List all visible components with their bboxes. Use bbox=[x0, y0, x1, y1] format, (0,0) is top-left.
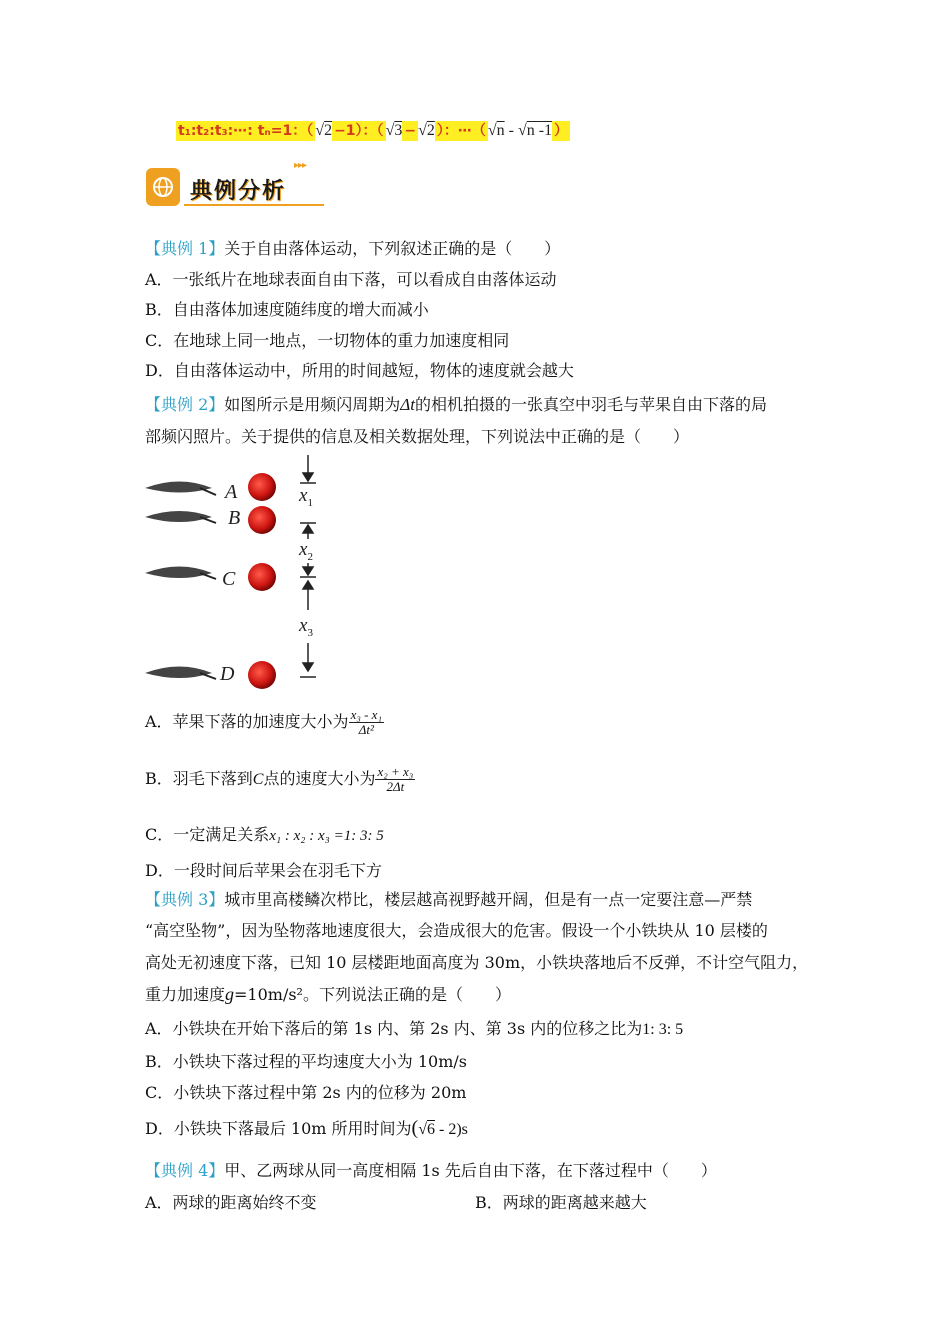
ex3-option-a: A．小铁块在开始下落后的第 1s 内、第 2s 内、第 3s 内的位移之比为1: 3: 5 bbox=[145, 1019, 684, 1038]
ex2-tag: 【典例 2】 bbox=[145, 395, 225, 414]
ex3-line2: “高空坠物”，因为坠物落地速度很大，会造成很大的危害。假设一个小铁块从 10 层楼的 bbox=[145, 921, 768, 940]
ratio-part: −1）：（ bbox=[334, 123, 384, 139]
label-c: C bbox=[222, 568, 236, 590]
time-ratio-formula bbox=[176, 120, 570, 140]
banner-title: 典例分析 bbox=[190, 179, 287, 204]
ex4-option-b: B．两球的距离越来越大 bbox=[475, 1193, 647, 1212]
ex3-line1: 【典例 3】城市里高楼鳞次栉比，楼层越高视野越开阔，但是有一点一定要注意—严禁 bbox=[145, 890, 753, 909]
globe-icon bbox=[146, 168, 180, 206]
ratio-prefix: t₁:t₂:t₃:⋯: tₙ=1：（ bbox=[178, 123, 314, 139]
sqrt-n-1: √n -1 bbox=[517, 122, 553, 139]
ex1-option-a: A．一张纸片在地球表面自由下落，可以看成自由落体运动 bbox=[145, 270, 557, 289]
label-d: D bbox=[220, 663, 235, 685]
ex3-line3: 高处无初速度下落，已知 10 层楼距地面高度为 30m，小铁块落地后不反弹，不计空气阻力， bbox=[145, 953, 809, 972]
banner-underline bbox=[184, 204, 324, 206]
ex2-q1a: 如图所示是用频闪周期为 bbox=[224, 395, 401, 414]
ex1-question-text: 关于自由落体运动，下列叙述正确的是（ ） bbox=[224, 239, 561, 258]
ex4-option-a: A．两球的距离始终不变 bbox=[145, 1193, 317, 1212]
ex3-option-b: B．小铁块下落过程的平均速度大小为 10m/s bbox=[145, 1052, 467, 1071]
ratio-minus: − bbox=[404, 123, 417, 139]
ex4-tag: 【典例 4】 bbox=[145, 1161, 225, 1180]
label-x1: $x_1$ bbox=[299, 485, 313, 509]
ex2-option-d: D．一段时间后苹果会在羽毛下方 bbox=[145, 861, 382, 880]
ex2-question-line1 bbox=[145, 392, 767, 415]
ex2-option-a: A．苹果下落的加速度大小为 $\frac{\text{x₃ - x₁}}{\text{Δt²}}$ bbox=[145, 707, 382, 737]
apple-icon bbox=[248, 473, 276, 689]
ex2-b-fraction: $\frac{\text{x₂ + x₃}}{2\Delta t}$ bbox=[377, 764, 414, 794]
sqrt-2b: √2 bbox=[418, 122, 435, 139]
ex3-option-c: C．小铁块下落过程中第 2s 内的位移为 20m bbox=[145, 1083, 467, 1102]
label-x3: $x_3$ bbox=[299, 615, 313, 639]
label-b: B bbox=[228, 507, 241, 529]
ex2-question-line2: 部频闪照片。关于提供的信息及相关数据处理，下列说法中正确的是（ ） bbox=[145, 427, 690, 446]
ex2-option-b: B．羽毛下落到C点的速度大小为 $\frac{\text{x₂ + x₃}}{2\Delta t}$ bbox=[145, 764, 414, 794]
ex3-tag: 【典例 3】 bbox=[145, 890, 225, 909]
ex2-option-c: C．一定满足关系x₁ : x₂ : x₃ =1: 3: 5 bbox=[145, 825, 384, 844]
ex2-q1b: 的相机拍摄的一张真空中羽毛与苹果自由下落的局 bbox=[415, 395, 768, 414]
sqrt-2: √2 bbox=[315, 122, 333, 139]
ratio-close: ） bbox=[554, 123, 569, 139]
feather-icon bbox=[145, 482, 216, 680]
sqrt-3: √3 bbox=[385, 122, 403, 139]
strobe-figure bbox=[140, 455, 340, 695]
ex4-question: 【典例 4】甲、乙两球从同一高度相隔 1s 先后自由下落，在下落过程中（ ） bbox=[145, 1161, 717, 1180]
ratio-part2: ）：⋯（ bbox=[436, 123, 486, 139]
arrows-icon: ▸▸▸ bbox=[294, 160, 307, 171]
ratio-minus2: - bbox=[504, 122, 518, 139]
sqrt-n: √n bbox=[487, 122, 505, 139]
label-a: A bbox=[225, 481, 238, 503]
ex3-option-d: D．小铁块下落最后 10m 所用时间为(√6 - 2)s bbox=[145, 1117, 468, 1139]
ex2-a-fraction: $\frac{\text{x₃ - x₁}}{\text{Δt²}}$ bbox=[350, 707, 382, 737]
label-x2: $x_2$ bbox=[299, 539, 313, 563]
ex3-line4: 重力加速度g=10m/s²。下列说法正确的是（ ） bbox=[145, 984, 511, 1004]
ex1-option-d: D．自由落体运动中，所用的时间越短，物体的速度就会越大 bbox=[145, 361, 574, 380]
ex1-option-c: C．在地球上同一地点，一切物体的重力加速度相同 bbox=[145, 331, 510, 350]
ex1-option-b: B．自由落体加速度随纬度的增大而减小 bbox=[145, 300, 429, 319]
ex2-dt: Δt bbox=[400, 395, 415, 414]
ex1-question bbox=[145, 236, 560, 259]
ex1-tag: 【典例 1】 bbox=[145, 239, 225, 258]
section-banner bbox=[146, 160, 324, 208]
